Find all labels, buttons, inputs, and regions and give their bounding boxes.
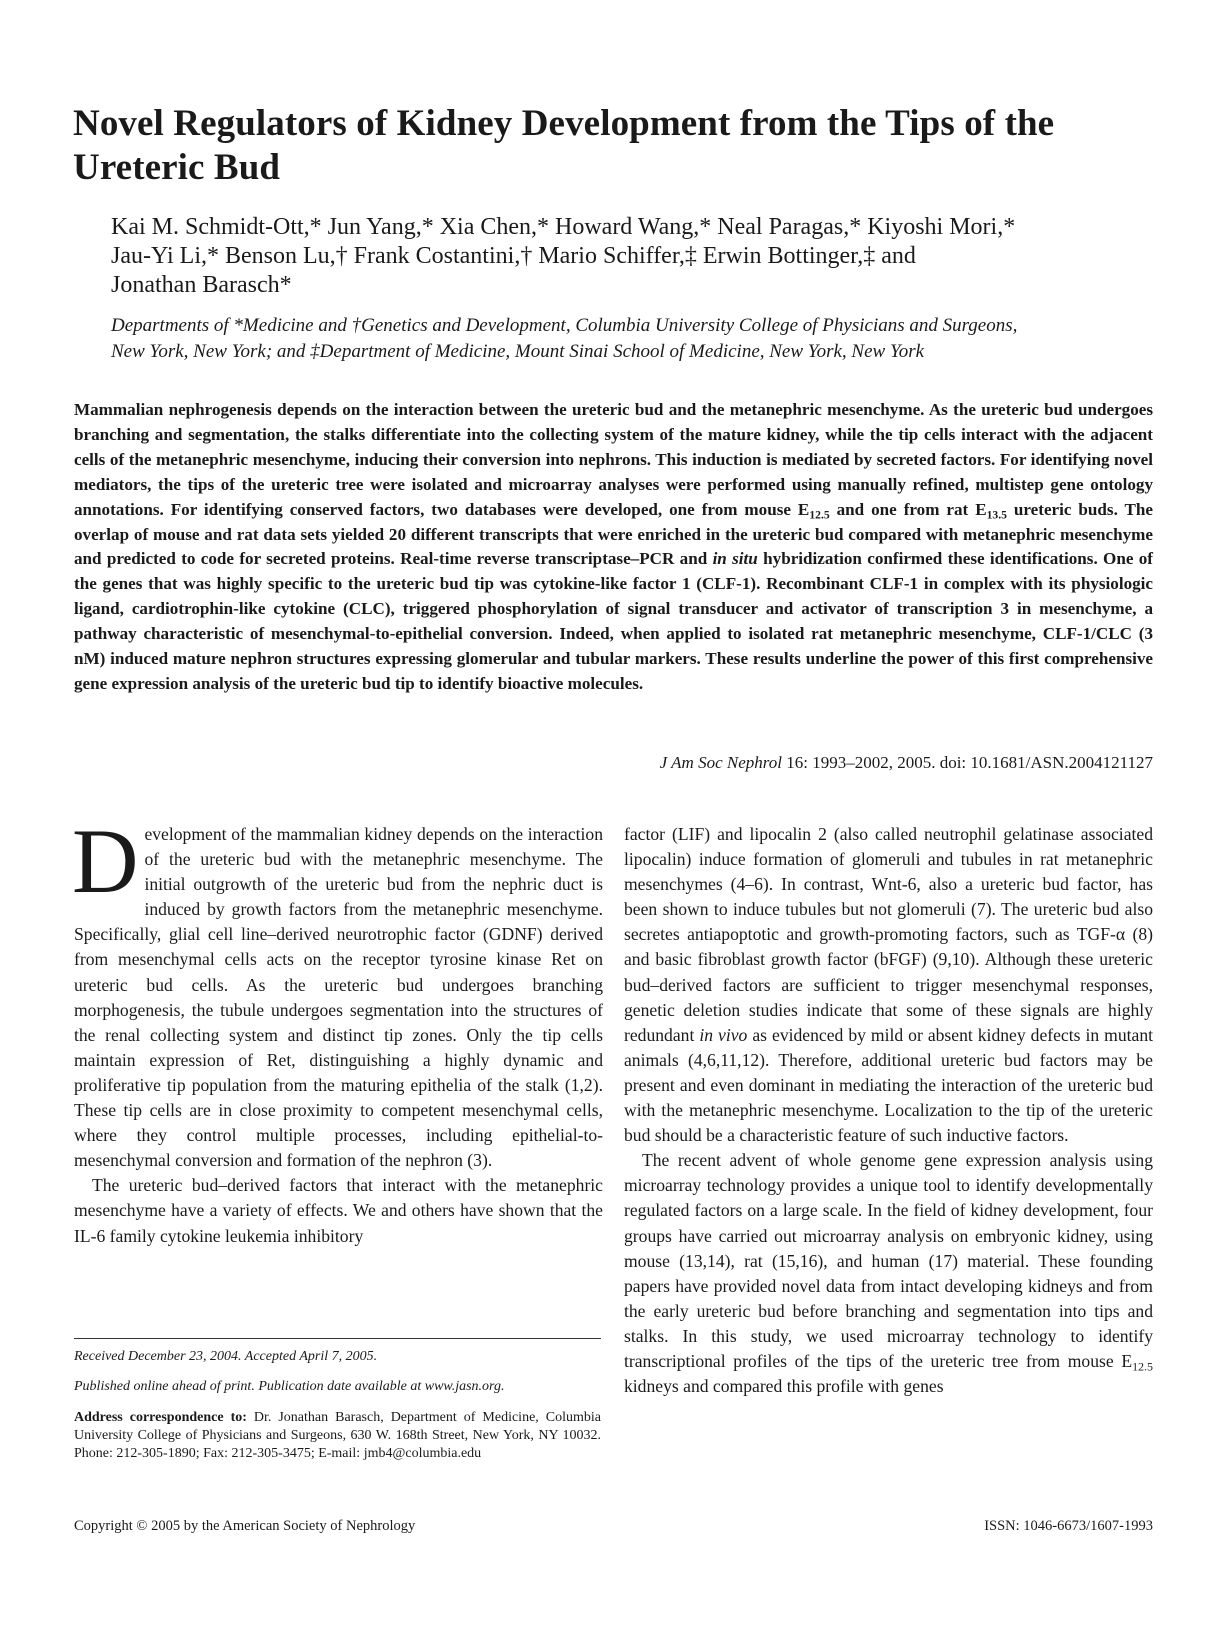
issn-label: ISSN: 1046-6673/1607-1993 [984,1518,1153,1534]
abstract-part-1: Mammalian nephrogenesis depends on the interaction between the ureteric bud and the metanephric mesenchyme. As the ureteric bud undergoes branching and segmentation, the stalks differentiate into the collecting system of the mature kidney, while the tip cells interact with the adjacent cells of the metanephric mesenchyme, inducing their conversion into nephrons. This induction is mediated by secreted factors. For identifying novel mediators, the tips of the ureteric tree were isolated and microarray analyses were performed using manually refined, multistep gene ontology annotations. For identifying conserved factors, two databases were developed, one from mouse E [74,400,1153,519]
received-note: Received December 23, 2004. Accepted April 7, 2005. [74,1349,378,1364]
abstract-subscript-1: 12.5 [809,508,830,522]
citation-details: 16: 1993–2002, 2005. doi: 10.1681/ASN.2004121127 [781,753,1153,772]
author-line-1: Kai M. Schmidt-Ott,* Jun Yang,* Xia Chen,* Howard Wang,* Neal Paragas,* Kiyoshi Mori,* [111,214,1016,240]
footnotes [74,1348,601,1475]
abstract-italic: in situ [712,549,758,569]
journal-name: J Am Soc Nephrol [659,753,782,772]
copyright-notice: Copyright © 2005 by the American Society of Nephrology [74,1518,416,1534]
journal-citation [74,752,1153,774]
body-italic: in vivo [699,1024,748,1045]
footnote-divider [74,1338,601,1339]
body-paragraph [72,810,603,1173]
body-text: evelopment of the mammalian kidney depends on the interaction of the ureteric bud with the metanephric mesenchyme. The initial outgrowth of the ureteric bud from the nephric duct is induced by growth factors from the metanephric mesenchyme. Specifically, glial cell line–derived neurotrophic factor (GDNF) derived from mesenchymal cells acts on the receptor tyrosine kinase Ret on ureteric bud cells. As the ureteric bud undergoes branching morphogenesis, the tubule undergoes segmentation into the structures of the renal collecting system and distinct tip zones. Only the tip cells maintain expression of Ret, distinguishing a highly dynamic and proliferative tip population from the maturing epithelia of the stalk (1,2). These tip cells are in close proximity to competent mesenchymal cells, where they control multiple processes, including epithelial-to-mesenchymal conversion and formation of the nephron (3). [74,824,603,1171]
correspondence-text: Dr. Jonathan Barasch, Department of Medicine, Columbia University College of Physicians and Surgeons, 630 W. 168th Street, New York, NY 10032. Phone: 212-305-1890; Fax: 212-305-3475; E-mail: jmb4@columbia.edu [74,1409,601,1462]
abstract-subscript-2: 13.5 [986,508,1007,522]
drop-cap: D [72,810,139,912]
body-subscript: 12.5 [1132,1359,1153,1374]
correspondence-note [74,1409,601,1464]
abstract-part-3: ureteric buds. The overlap of mouse and rat data sets yielded 20 different transcripts that were enriched in the ureteric bud compared with metanephric mesenchyme and predicted to code for secreted proteins. Real-time reverse transcriptase–PCR and [74,499,1153,569]
body-text: The recent advent of whole genome gene expression analysis using microarray technology provides a unique tool to identify developmentally regulated factors on a large scale. In the field of kidney development, four groups have carried out microarray analysis on embryonic kidney, using mouse (13,14), rat (15,16), and human (17) material. These founding papers have provided novel data from intact developing kidneys and from the early ureteric bud before branching and segmentation into tips and stalks. In this study, we used microarray technology to identify transcriptional profiles of the tips of the ureteric tree from mouse E [624,1150,1153,1371]
abstract [74,398,1153,697]
body-text: as evidenced by mild or absent kidney defects in mutant animals (4,6,11,12). Therefore, additional ureteric bud factors may be present and even dominant in mediating the interaction of the ureteric bud with the metanephric mesenchyme. Localization to the tip of the ureteric bud should be a characteristic feature of such inductive factors. [624,1024,1154,1146]
body-paragraph [74,1173,603,1248]
paper-title: Novel Regulators of Kidney Development from the Tips of the Ureteric Bud [73,103,1055,188]
published-note: Published online ahead of print. Publication date available at www.jasn.org. [74,1379,505,1395]
affiliations [111,313,1151,365]
affiliation-line-2: New York, New York; and ‡Department of Medicine, Mount Sinai School of Medicine, New York, New York [111,341,925,362]
body-column-right [624,822,1153,1399]
body-paragraph [624,1148,1153,1399]
author-line-2: Jau-Yi Li,* Benson Lu,† Frank Costantini,† Mario Schiffer,‡ Erwin Bottinger,‡ and [111,243,916,269]
author-list [111,213,1151,300]
abstract-part-4: hybridization confirmed these identifications. One of the genes that was highly specific to the ureteric bud tip was cytokine-like factor 1 (CLF-1). Recombinant CLF-1 in complex with its physiologic ligand, cardiotrophin-like cytokine (CLC), triggered phosphorylation of signal transducer and activator of transcription 3 in mesenchyme, a pathway characteristic of mesenchymal-to-epithelial conversion. Indeed, when applied to isolated rat metanephric mesenchyme, CLF-1/CLC (3 nM) induced mature nephron structures expressing glomerular and tubular markers. These results underline the power of this first comprehensive gene expression analysis of the ureteric bud tip to identify bioactive molecules. [74,549,1154,693]
affiliation-line-1: Departments of *Medicine and †Genetics and Development, Columbia University College of Physicians and Surgeons, [111,315,1018,336]
body-text: The ureteric bud–derived factors that interact with the metanephric mesenchyme have a variety of effects. We and others have shown that the IL-6 family cytokine leukemia inhibitory [74,1175,603,1246]
body-paragraph [624,822,1153,1148]
author-line-3: Jonathan Barasch* [111,272,292,298]
body-column-left [72,810,603,1249]
body-text: factor (LIF) and lipocalin 2 (also called neutrophil gelatinase associated lipocalin) induce formation of glomeruli and tubules in rat metanephric mesenchymes (4–6). In contrast, Wnt-6, also a ureteric bud factor, has been shown to induce tubules but not glomeruli (7). The ureteric bud also secretes antiapoptotic and growth-promoting factors, such as TGF-α (8) and basic fibroblast growth factor (bFGF) (9,10). Although these ureteric bud–derived factors are sufficient to trigger mesenchymal responses, genetic deletion studies indicate that some of these signals are highly redundant [624,824,1153,1045]
correspondence-label: Address correspondence to: [74,1409,247,1425]
body-text: kidneys and compared this profile with genes [624,1376,944,1397]
abstract-part-2: and one from rat E [829,499,987,519]
